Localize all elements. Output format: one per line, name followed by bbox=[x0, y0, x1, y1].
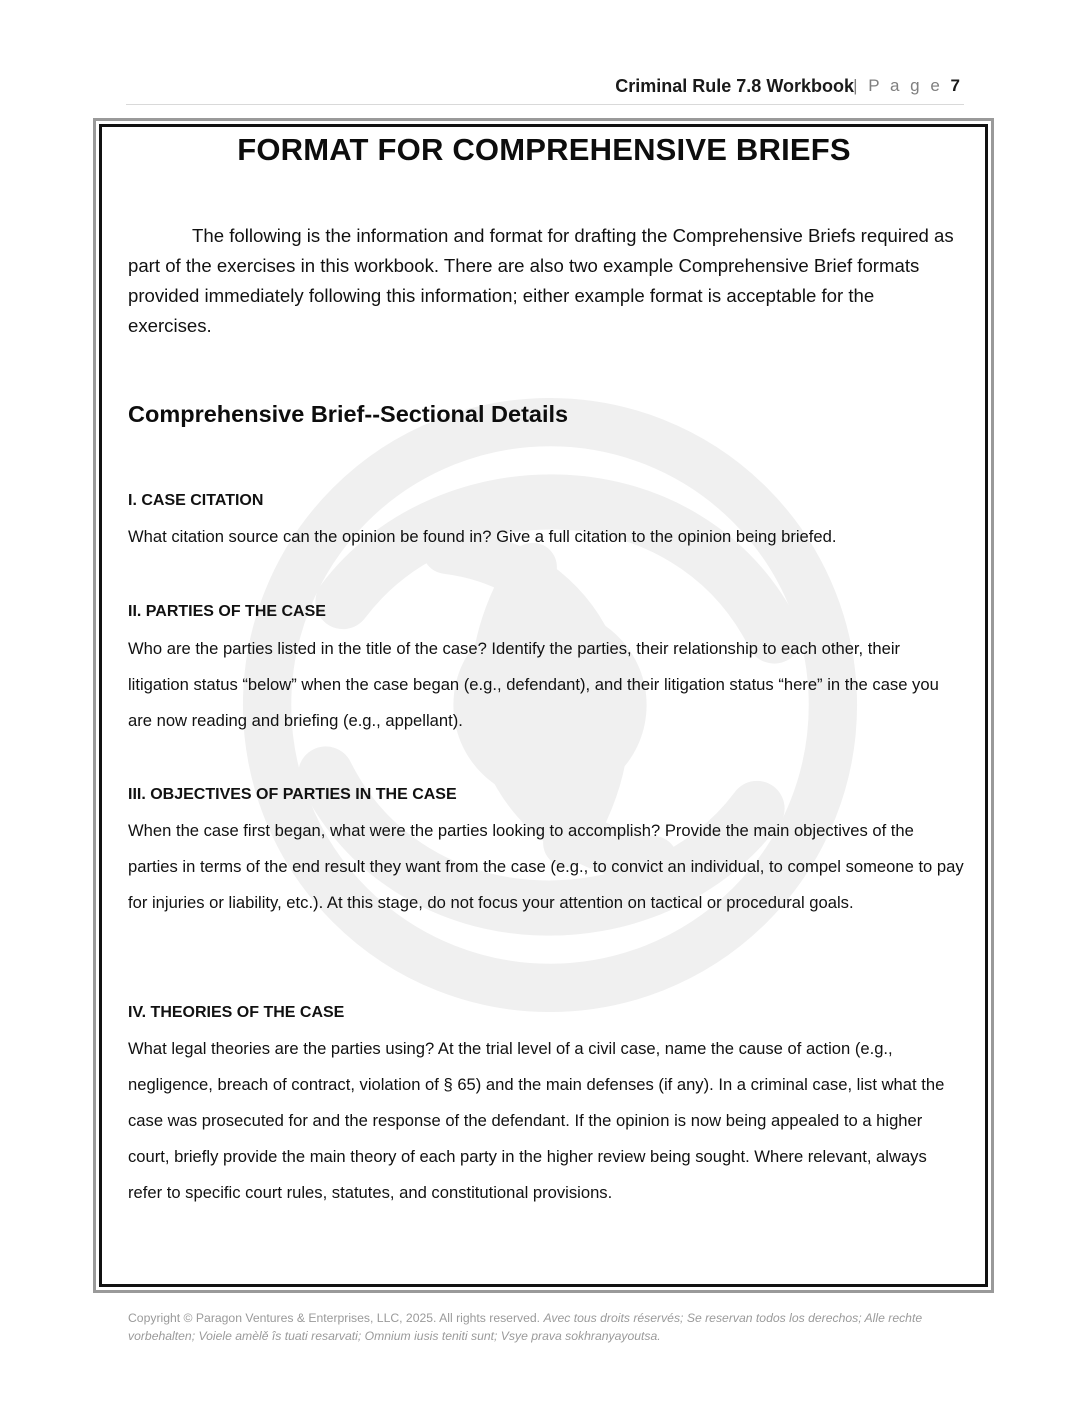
copyright-text: Copyright © Paragon Ventures & Enterprises, LLC, 2025. All rights reserved. bbox=[128, 1311, 541, 1325]
intro-paragraph: The following is the information and format for drafting the Comprehensive Briefs required as part of the exercises in this workbook. There are also two example Comprehensive Brief formats provided immediately following this information; either example format is acceptable for the exercises. bbox=[128, 225, 954, 336]
rights-reserved-multilingual: Avec tous droits réservés; Se reservan todos los derechos; Alle rechte vorbehalten; Voiele amèlě îs tuati resarvati; Omnium iusis teniti sunt; Vsye prava sokhranyayoutsa. bbox=[128, 1311, 923, 1343]
page-label: | P a g e bbox=[853, 76, 943, 95]
workbook-title: Criminal Rule 7.8 Workbook bbox=[615, 76, 854, 96]
document-title: FORMAT FOR COMPREHENSIVE BRIEFS bbox=[237, 132, 851, 167]
section-title-theories: IV. THEORIES OF THE CASE bbox=[128, 1004, 345, 1021]
section-body-objectives: When the case first began, what were the parties looking to accomplish? Provide the main objectives of the parties in terms of the end result they want from the case (e.g., to convict an individual, to compel someone to pay for injuries or liability, etc.). At this stage, do not focus your attention on tactical or procedural goals. bbox=[128, 821, 964, 912]
section-body-case-citation: What citation source can the opinion be found in? Give a full citation to the opinion being briefed. bbox=[128, 527, 837, 546]
section-heading: Comprehensive Brief--Sectional Details bbox=[128, 401, 569, 427]
section-title-objectives: III. OBJECTIVES OF PARTIES IN THE CASE bbox=[128, 786, 457, 803]
section-title-parties: II. PARTIES OF THE CASE bbox=[128, 603, 326, 620]
copyright-footer bbox=[128, 1309, 958, 1345]
section-body-parties: Who are the parties listed in the title of the case? Identify the parties, their relationship to each other, their litigation status “below” when the case began (e.g., defendant), and their litigation status “here” in the case you are now reading and briefing (e.g., appellant). bbox=[128, 639, 939, 730]
section-body-theories: What legal theories are the parties using? At the trial level of a civil case, name the cause of action (e.g., negligence, breach of contract, violation of § 65) and the main defenses (if any). In a criminal case, list what the case was prosecuted for and the response of the defendant. If the opinion is now being appealed to a higher court, briefly provide the main theory of each party in the higher review being sought. Where relevant, always refer to specific court rules, statutes, and constitutional provisions. bbox=[128, 1039, 945, 1202]
page-number: 7 bbox=[950, 76, 960, 95]
section-title-case-citation: I. CASE CITATION bbox=[128, 492, 264, 509]
